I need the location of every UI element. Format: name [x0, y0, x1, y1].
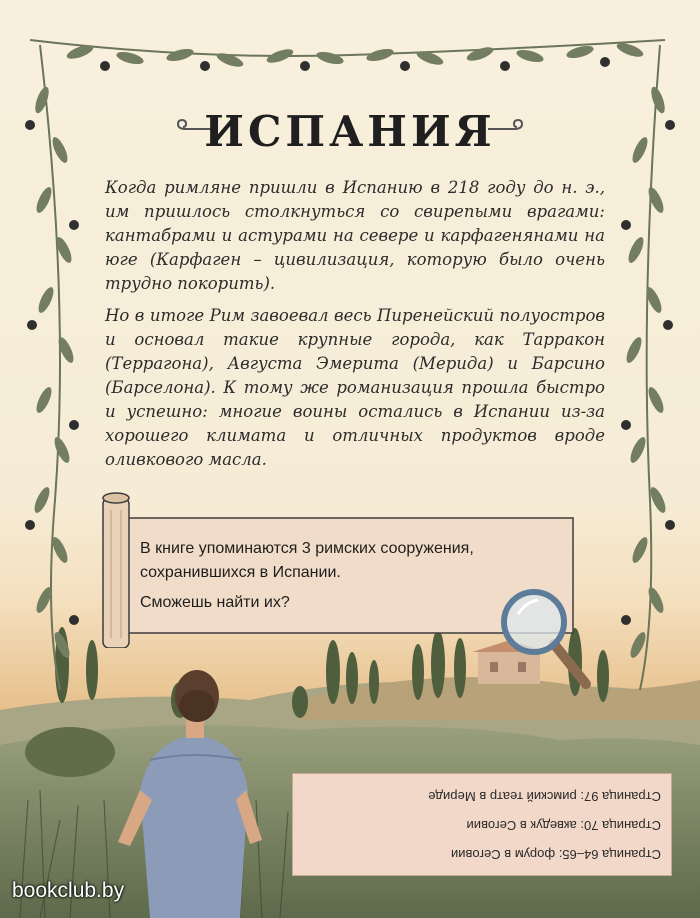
paragraph-2: Но в итоге Рим завоевал весь Пиренейский полуостров и основал такие крупные города, как Тарракон (Террагона), Августа Эмерита (Мерида) и Барсино (Барселона). К тому же романизация прошла быстро и успешно: многие воины остались в Испании из-за хорошего климата и отличных продуктов вроде оливкового масла.: [105, 306, 605, 469]
watermark: bookclub.by: [12, 879, 125, 902]
scroll-text: В книге упоминаются 3 римских сооружения, сохранившихся в Испании.: [140, 540, 474, 581]
answers-box: [292, 773, 672, 876]
scroll-question: Сможешь найти их?: [140, 594, 290, 611]
answer-item: Страница 64–65: форум в Сеговии: [450, 847, 661, 862]
magnifying-glass-icon: [498, 584, 598, 694]
page-title: [170, 107, 530, 157]
paragraph-1: Когда римляне пришли в Испанию в 218 году до н. э., им пришлось столкнуться со свирепыми врагами: кантабрами и астурами на севере и карфагенянами на юге (Карфаген – цивилизация, которую было очень трудно покорить).: [105, 178, 605, 293]
page-title-text: ИСПАНИЯ: [204, 107, 496, 156]
answer-item: Страница 70: акведук в Сеговии: [466, 818, 661, 833]
answer-item: Страница 97: римский театр в Мериде: [428, 789, 661, 804]
